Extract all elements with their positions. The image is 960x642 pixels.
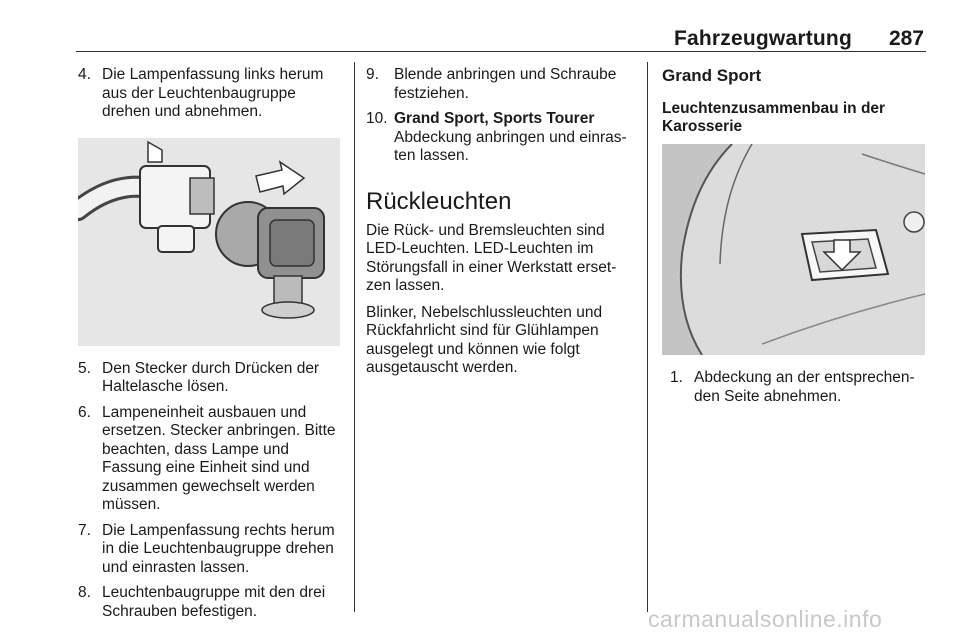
trunk-cover-icon	[662, 144, 925, 355]
step-number: 4.	[78, 66, 91, 83]
step-10	[366, 110, 634, 166]
lamp-socket-icon	[78, 138, 340, 346]
step-text: Leuchtenbaugruppe mit den drei Schrauben befestigen.	[102, 584, 326, 620]
step-number: 7.	[78, 521, 91, 539]
heading-grand-sport: Grand Sport	[662, 66, 762, 85]
column-2	[366, 66, 634, 386]
step-number: 1.	[670, 369, 683, 386]
step-text: Blende anbringen und Schraube festziehen.	[394, 66, 617, 102]
step-variant-label: Grand Sport, Sports Tourer	[394, 110, 595, 127]
step-7	[78, 522, 342, 578]
column-1	[78, 66, 342, 628]
lamp-socket-illustration	[78, 138, 340, 346]
page-title: Fahrzeugwartung	[673, 27, 852, 50]
paragraph-bulbs: Blinker, Nebelschlussleuchten und Rückfahrlicht sind für Glühlampen ausgelegt und können wie folgt ausgetauscht werden.	[366, 303, 603, 376]
step-text: Den Stecker durch Drücken der Haltelasche lösen.	[102, 359, 320, 395]
step-number: 10.	[366, 110, 388, 127]
page-header	[76, 27, 926, 52]
paragraph-led: Die Rück- und Bremsleuchten sind LED-Leuchten. LED-Leuchten im Störungsfall in einer Werkstatt erset-zen lassen.	[366, 221, 617, 294]
watermark-text: carmanualsonline.info	[648, 606, 883, 632]
column-3	[662, 66, 926, 413]
section-title-rueckleuchten: Rückleuchten	[366, 187, 512, 215]
step-1	[670, 369, 926, 406]
trunk-cover-illustration	[662, 144, 925, 355]
step-text: Abdeckung an der entsprechen-den Seite abnehmen.	[694, 369, 915, 405]
step-text-wrap	[394, 110, 634, 166]
step-text: Die Lampenfassung rechts herum in die Leuchtenbaugruppe drehen und einrasten lassen.	[102, 521, 335, 576]
step-6	[78, 404, 342, 515]
step-number: 5.	[78, 359, 91, 377]
subheading-leuchtenzusammenbau: Leuchtenzusammenbau in der Karosserie	[662, 100, 886, 135]
step-text: Lampeneinheit ausbauen und ersetzen. Stecker anbringen. Bitte beachten, dass Lampe und Fassung eine Einheit sind und zusammen gewechselt werden müssen.	[102, 403, 336, 513]
step-number: 6.	[78, 403, 91, 421]
column-divider-2	[647, 62, 648, 612]
page-number: 287	[888, 27, 924, 50]
step-text: Abdeckung anbringen und einras-ten lassen.	[394, 128, 627, 164]
step-number: 9.	[366, 66, 379, 83]
step-text: Die Lampenfassung links herum aus der Leuchtenbaugruppe drehen und abnehmen.	[102, 66, 324, 120]
step-9	[366, 66, 634, 103]
step-8	[78, 584, 342, 621]
step-5	[78, 360, 342, 397]
step-4	[78, 66, 342, 122]
column-divider-1	[354, 62, 355, 612]
step-number: 8.	[78, 584, 91, 601]
